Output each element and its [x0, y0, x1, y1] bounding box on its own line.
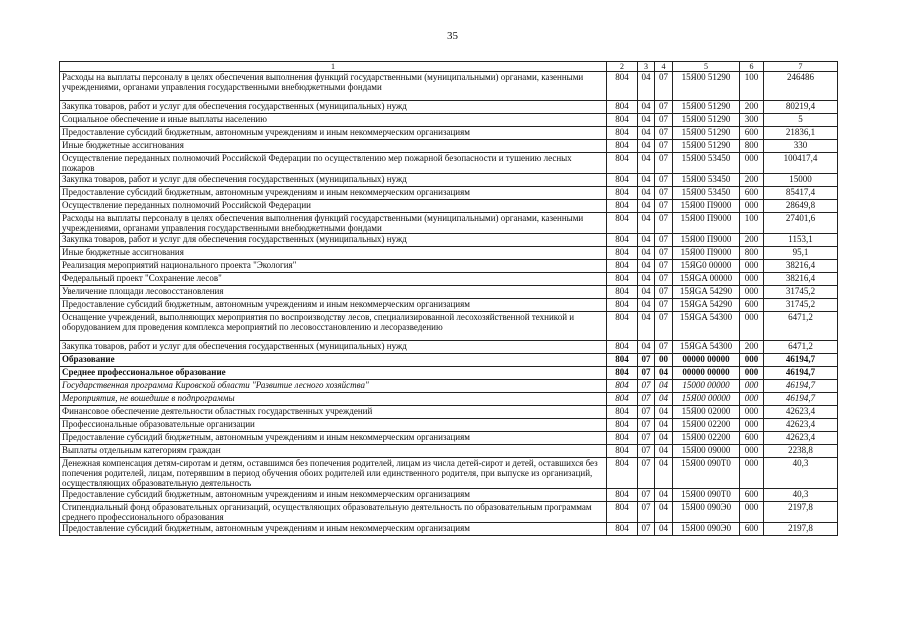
target-article-cell: 15Я00 П9000 [673, 200, 740, 213]
amount-cell: 5 [764, 114, 838, 127]
subsection-code-cell: 07 [655, 140, 673, 153]
target-article-cell: 15Я00 П9000 [673, 213, 740, 234]
table-row [60, 502, 838, 523]
row-name-cell: Социальное обеспечение и иные выплаты населению [60, 114, 607, 127]
header-cell: 2 [607, 62, 638, 72]
expense-type-cell: 000 [740, 393, 764, 406]
target-article-cell: 15Я00 П9000 [673, 247, 740, 260]
subsection-code-cell: 04 [655, 367, 673, 380]
amount-cell: 38216,4 [764, 273, 838, 286]
section-code-cell: 04 [638, 101, 655, 114]
table-row [60, 523, 838, 536]
target-article-cell: 15Я00 090Т0 [673, 458, 740, 489]
ministry-code-cell: 804 [607, 458, 638, 489]
amount-cell: 42623,4 [764, 419, 838, 432]
amount-cell: 15000 [764, 174, 838, 187]
ministry-code-cell: 804 [607, 101, 638, 114]
expense-type-cell: 000 [740, 458, 764, 489]
table-row [60, 187, 838, 200]
expense-type-cell: 100 [740, 213, 764, 234]
amount-cell: 31745,2 [764, 299, 838, 312]
ministry-code-cell: 804 [607, 187, 638, 200]
subsection-code-cell: 07 [655, 312, 673, 341]
section-code-cell: 04 [638, 312, 655, 341]
target-article-cell: 15Я00 51290 [673, 114, 740, 127]
section-code-cell: 07 [638, 393, 655, 406]
subsection-code-cell: 04 [655, 489, 673, 502]
target-article-cell: 15Я00 090Т0 [673, 489, 740, 502]
row-name-cell: Осуществление переданных полномочий Российской Федерации [60, 200, 607, 213]
subsection-code-cell: 07 [655, 153, 673, 174]
expense-type-cell: 000 [740, 273, 764, 286]
ministry-code-cell: 804 [607, 234, 638, 247]
section-code-cell: 04 [638, 286, 655, 299]
amount-cell: 95,1 [764, 247, 838, 260]
row-name-cell: Среднее профессиональное образование [60, 367, 607, 380]
target-article-cell: 15ЯG0 00000 [673, 260, 740, 273]
section-code-cell: 07 [638, 523, 655, 536]
ministry-code-cell: 804 [607, 247, 638, 260]
amount-cell: 330 [764, 140, 838, 153]
row-name-cell: Осуществление переданных полномочий Российской Федерации по осуществлению мер пожарной безопасности и тушению лесных пожаров [60, 153, 607, 174]
expense-type-cell: 000 [740, 419, 764, 432]
ministry-code-cell: 804 [607, 260, 638, 273]
section-code-cell: 04 [638, 114, 655, 127]
subsection-code-cell: 04 [655, 445, 673, 458]
subsection-code-cell: 04 [655, 380, 673, 393]
table-row [60, 299, 838, 312]
row-name-cell: Закупка товаров, работ и услуг для обеспечения государственных (муниципальных) нужд [60, 341, 607, 354]
ministry-code-cell: 804 [607, 213, 638, 234]
expense-type-cell: 200 [740, 234, 764, 247]
target-article-cell: 00000 00000 [673, 354, 740, 367]
ministry-code-cell: 804 [607, 406, 638, 419]
target-article-cell: 15Я00 51290 [673, 127, 740, 140]
expense-type-cell: 000 [740, 260, 764, 273]
subsection-code-cell: 04 [655, 406, 673, 419]
ministry-code-cell: 804 [607, 72, 638, 101]
expense-type-cell: 000 [740, 445, 764, 458]
amount-cell: 46194,7 [764, 367, 838, 380]
table-row [60, 153, 838, 174]
subsection-code-cell: 07 [655, 260, 673, 273]
section-code-cell: 04 [638, 299, 655, 312]
subsection-code-cell: 04 [655, 419, 673, 432]
row-name-cell: Предоставление субсидий бюджетным, автономным учреждениям и иным некоммерческим организациям [60, 489, 607, 502]
table-row [60, 247, 838, 260]
expense-type-cell: 200 [740, 341, 764, 354]
subsection-code-cell: 07 [655, 72, 673, 101]
header-cell: 5 [673, 62, 740, 72]
row-name-cell: Финансовое обеспечение деятельности областных государственных учреждений [60, 406, 607, 419]
amount-cell: 28649,8 [764, 200, 838, 213]
section-code-cell: 04 [638, 273, 655, 286]
subsection-code-cell: 07 [655, 273, 673, 286]
section-code-cell: 07 [638, 445, 655, 458]
expense-type-cell: 800 [740, 247, 764, 260]
header-cell: 3 [638, 62, 655, 72]
table-row [60, 174, 838, 187]
row-name-cell: Расходы на выплаты персоналу в целях обеспечения выполнения функций государственными (муниципальными) органами, казенными учреждениями, органами управления государственными внебюджетными фондами [60, 213, 607, 234]
row-name-cell: Реализация мероприятий национального проекта "Экология" [60, 260, 607, 273]
section-code-cell: 07 [638, 406, 655, 419]
expense-type-cell: 600 [740, 523, 764, 536]
subsection-code-cell: 04 [655, 432, 673, 445]
section-code-cell: 04 [638, 140, 655, 153]
section-code-cell: 04 [638, 234, 655, 247]
section-code-cell: 04 [638, 187, 655, 200]
subsection-code-cell: 07 [655, 127, 673, 140]
ministry-code-cell: 804 [607, 140, 638, 153]
amount-cell: 40,3 [764, 489, 838, 502]
row-name-cell: Предоставление субсидий бюджетным, автономным учреждениям и иным некоммерческим организациям [60, 432, 607, 445]
amount-cell: 31745,2 [764, 286, 838, 299]
amount-cell: 42623,4 [764, 432, 838, 445]
target-article-cell: 15Я00 51290 [673, 140, 740, 153]
budget-table [59, 61, 838, 536]
target-article-cell: 15ЯGA 54300 [673, 312, 740, 341]
subsection-code-cell: 07 [655, 299, 673, 312]
amount-cell: 21836,1 [764, 127, 838, 140]
row-name-cell: Денежная компенсация детям-сиротам и детям, оставшимся без попечения родителей, лицам из числа детей-сирот и детей, оставшихся без попечения родителей, лицам, потерявшим в период обучения обоих родителей или единственного родителя, при выпуске из организаций, осуществляющих образовательную деятельность [60, 458, 607, 489]
ministry-code-cell: 804 [607, 432, 638, 445]
section-code-cell: 04 [638, 213, 655, 234]
table-row [60, 312, 838, 341]
header-cell: 7 [764, 62, 838, 72]
ministry-code-cell: 804 [607, 419, 638, 432]
expense-type-cell: 000 [740, 153, 764, 174]
section-code-cell: 07 [638, 354, 655, 367]
expense-type-cell: 000 [740, 312, 764, 341]
expense-type-cell: 200 [740, 174, 764, 187]
target-article-cell: 15Я00 53450 [673, 174, 740, 187]
amount-cell: 246486 [764, 72, 838, 101]
table-row [60, 380, 838, 393]
target-article-cell: 00000 00000 [673, 367, 740, 380]
expense-type-cell: 000 [740, 367, 764, 380]
amount-cell: 100417,4 [764, 153, 838, 174]
row-name-cell: Закупка товаров, работ и услуг для обеспечения государственных (муниципальных) нужд [60, 101, 607, 114]
section-code-cell: 04 [638, 127, 655, 140]
amount-cell: 85417,4 [764, 187, 838, 200]
row-name-cell: Увеличение площади лесовосстановления [60, 286, 607, 299]
subsection-code-cell: 04 [655, 502, 673, 523]
section-code-cell: 07 [638, 432, 655, 445]
row-name-cell: Закупка товаров, работ и услуг для обеспечения государственных (муниципальных) нужд [60, 234, 607, 247]
row-name-cell: Иные бюджетные ассигнования [60, 140, 607, 153]
table-row [60, 260, 838, 273]
table-row [60, 127, 838, 140]
amount-cell: 6471,2 [764, 341, 838, 354]
expense-type-cell: 600 [740, 299, 764, 312]
ministry-code-cell: 804 [607, 114, 638, 127]
section-code-cell: 07 [638, 380, 655, 393]
target-article-cell: 15Я00 51290 [673, 101, 740, 114]
row-name-cell: Профессиональные образовательные организации [60, 419, 607, 432]
amount-cell: 80219,4 [764, 101, 838, 114]
page-number: 35 [447, 30, 458, 42]
target-article-cell: 15Я00 02000 [673, 406, 740, 419]
target-article-cell: 15Я00 53450 [673, 187, 740, 200]
table-row [60, 341, 838, 354]
target-article-cell: 15Я00 П9000 [673, 234, 740, 247]
subsection-code-cell: 07 [655, 341, 673, 354]
table-row [60, 140, 838, 153]
table-row [60, 406, 838, 419]
target-article-cell: 15Я00 09000 [673, 445, 740, 458]
row-name-cell: Расходы на выплаты персоналу в целях обеспечения выполнения функций государственными (муниципальными) органами, казенными учреждениями, органами управления государственными внебюджетными фондами [60, 72, 607, 101]
target-article-cell: 15000 00000 [673, 380, 740, 393]
target-article-cell: 15ЯGA 54290 [673, 299, 740, 312]
table-row [60, 445, 838, 458]
row-name-cell: Мероприятия, не вошедшие в подпрограммы [60, 393, 607, 406]
table-row [60, 419, 838, 432]
row-name-cell: Государственная программа Кировской области "Развитие лесного хозяйства" [60, 380, 607, 393]
section-code-cell: 04 [638, 247, 655, 260]
row-name-cell: Оснащение учреждений, выполняющих мероприятия по воспроизводству лесов, специализированной лесохозяйственной техникой и оборудованием для проведения комплекса мероприятий по лесовосстановлению и лесоразведению [60, 312, 607, 341]
row-name-cell: Предоставление субсидий бюджетным, автономным учреждениям и иным некоммерческим организациям [60, 523, 607, 536]
table-row [60, 286, 838, 299]
expense-type-cell: 800 [740, 140, 764, 153]
expense-type-cell: 600 [740, 432, 764, 445]
amount-cell: 46194,7 [764, 393, 838, 406]
expense-type-cell: 000 [740, 380, 764, 393]
amount-cell: 42623,4 [764, 406, 838, 419]
amount-cell: 6471,2 [764, 312, 838, 341]
section-code-cell: 04 [638, 72, 655, 101]
row-name-cell: Образование [60, 354, 607, 367]
subsection-code-cell: 07 [655, 101, 673, 114]
section-code-cell: 07 [638, 419, 655, 432]
amount-cell: 27401,6 [764, 213, 838, 234]
subsection-code-cell: 07 [655, 234, 673, 247]
ministry-code-cell: 804 [607, 502, 638, 523]
header-cell: 6 [740, 62, 764, 72]
expense-type-cell: 100 [740, 72, 764, 101]
ministry-code-cell: 804 [607, 200, 638, 213]
subsection-code-cell: 04 [655, 393, 673, 406]
ministry-code-cell: 804 [607, 312, 638, 341]
subsection-code-cell: 07 [655, 286, 673, 299]
subsection-code-cell: 07 [655, 174, 673, 187]
ministry-code-cell: 804 [607, 127, 638, 140]
subsection-code-cell: 07 [655, 247, 673, 260]
target-article-cell: 15Я00 02200 [673, 419, 740, 432]
table-row [60, 213, 838, 234]
target-article-cell: 15Я00 090Э0 [673, 523, 740, 536]
ministry-code-cell: 804 [607, 380, 638, 393]
ministry-code-cell: 804 [607, 174, 638, 187]
amount-cell: 2238,8 [764, 445, 838, 458]
expense-type-cell: 000 [740, 200, 764, 213]
expense-type-cell: 600 [740, 187, 764, 200]
row-name-cell: Предоставление субсидий бюджетным, автономным учреждениям и иным некоммерческим организациям [60, 187, 607, 200]
table-row [60, 489, 838, 502]
table-row [60, 234, 838, 247]
table-row [60, 114, 838, 127]
table-row [60, 458, 838, 489]
header-cell: 1 [60, 62, 607, 72]
ministry-code-cell: 804 [607, 489, 638, 502]
row-name-cell: Предоставление субсидий бюджетным, автономным учреждениям и иным некоммерческим организациям [60, 299, 607, 312]
subsection-code-cell: 04 [655, 523, 673, 536]
ministry-code-cell: 804 [607, 393, 638, 406]
target-article-cell: 15Я00 02200 [673, 432, 740, 445]
row-name-cell: Предоставление субсидий бюджетным, автономным учреждениям и иным некоммерческим организациям [60, 127, 607, 140]
ministry-code-cell: 804 [607, 354, 638, 367]
ministry-code-cell: 804 [607, 273, 638, 286]
target-article-cell: 15ЯGA 54300 [673, 341, 740, 354]
target-article-cell: 15ЯGA 00000 [673, 273, 740, 286]
table-row [60, 273, 838, 286]
expense-type-cell: 600 [740, 489, 764, 502]
amount-cell: 40,3 [764, 458, 838, 489]
section-code-cell: 04 [638, 341, 655, 354]
target-article-cell: 15Я00 51290 [673, 72, 740, 101]
ministry-code-cell: 804 [607, 153, 638, 174]
amount-cell: 1153,1 [764, 234, 838, 247]
ministry-code-cell: 804 [607, 299, 638, 312]
ministry-code-cell: 804 [607, 523, 638, 536]
target-article-cell: 15ЯGA 54290 [673, 286, 740, 299]
header-cell: 4 [655, 62, 673, 72]
table-row [60, 101, 838, 114]
table-row [60, 367, 838, 380]
amount-cell: 2197,8 [764, 523, 838, 536]
section-code-cell: 07 [638, 502, 655, 523]
amount-cell: 2197,8 [764, 502, 838, 523]
table-row [60, 200, 838, 213]
subsection-code-cell: 07 [655, 213, 673, 234]
expense-type-cell: 000 [740, 502, 764, 523]
expense-type-cell: 000 [740, 354, 764, 367]
section-code-cell: 04 [638, 200, 655, 213]
section-code-cell: 07 [638, 489, 655, 502]
row-name-cell: Стипендиальный фонд образовательных организаций, осуществляющих образовательную деятельность по образовательным программам среднего профессионального образования [60, 502, 607, 523]
amount-cell: 46194,7 [764, 380, 838, 393]
subsection-code-cell: 07 [655, 200, 673, 213]
section-code-cell: 04 [638, 174, 655, 187]
amount-cell: 38216,4 [764, 260, 838, 273]
expense-type-cell: 600 [740, 127, 764, 140]
subsection-code-cell: 04 [655, 458, 673, 489]
table-row [60, 72, 838, 101]
section-code-cell: 04 [638, 153, 655, 174]
target-article-cell: 15Я00 00000 [673, 393, 740, 406]
ministry-code-cell: 804 [607, 367, 638, 380]
table-row [60, 393, 838, 406]
ministry-code-cell: 804 [607, 286, 638, 299]
target-article-cell: 15Я00 53450 [673, 153, 740, 174]
section-code-cell: 04 [638, 260, 655, 273]
header-row [60, 62, 838, 72]
amount-cell: 46194,7 [764, 354, 838, 367]
ministry-code-cell: 804 [607, 445, 638, 458]
row-name-cell: Выплаты отдельным категориям граждан [60, 445, 607, 458]
subsection-code-cell: 00 [655, 354, 673, 367]
expense-type-cell: 000 [740, 286, 764, 299]
row-name-cell: Федеральный проект "Сохранение лесов" [60, 273, 607, 286]
row-name-cell: Закупка товаров, работ и услуг для обеспечения государственных (муниципальных) нужд [60, 174, 607, 187]
section-code-cell: 07 [638, 458, 655, 489]
target-article-cell: 15Я00 090Э0 [673, 502, 740, 523]
expense-type-cell: 200 [740, 101, 764, 114]
table-row [60, 432, 838, 445]
subsection-code-cell: 07 [655, 114, 673, 127]
expense-type-cell: 000 [740, 406, 764, 419]
table-row [60, 354, 838, 367]
subsection-code-cell: 07 [655, 187, 673, 200]
table-body [60, 62, 838, 536]
section-code-cell: 07 [638, 367, 655, 380]
row-name-cell: Иные бюджетные ассигнования [60, 247, 607, 260]
ministry-code-cell: 804 [607, 341, 638, 354]
expense-type-cell: 300 [740, 114, 764, 127]
